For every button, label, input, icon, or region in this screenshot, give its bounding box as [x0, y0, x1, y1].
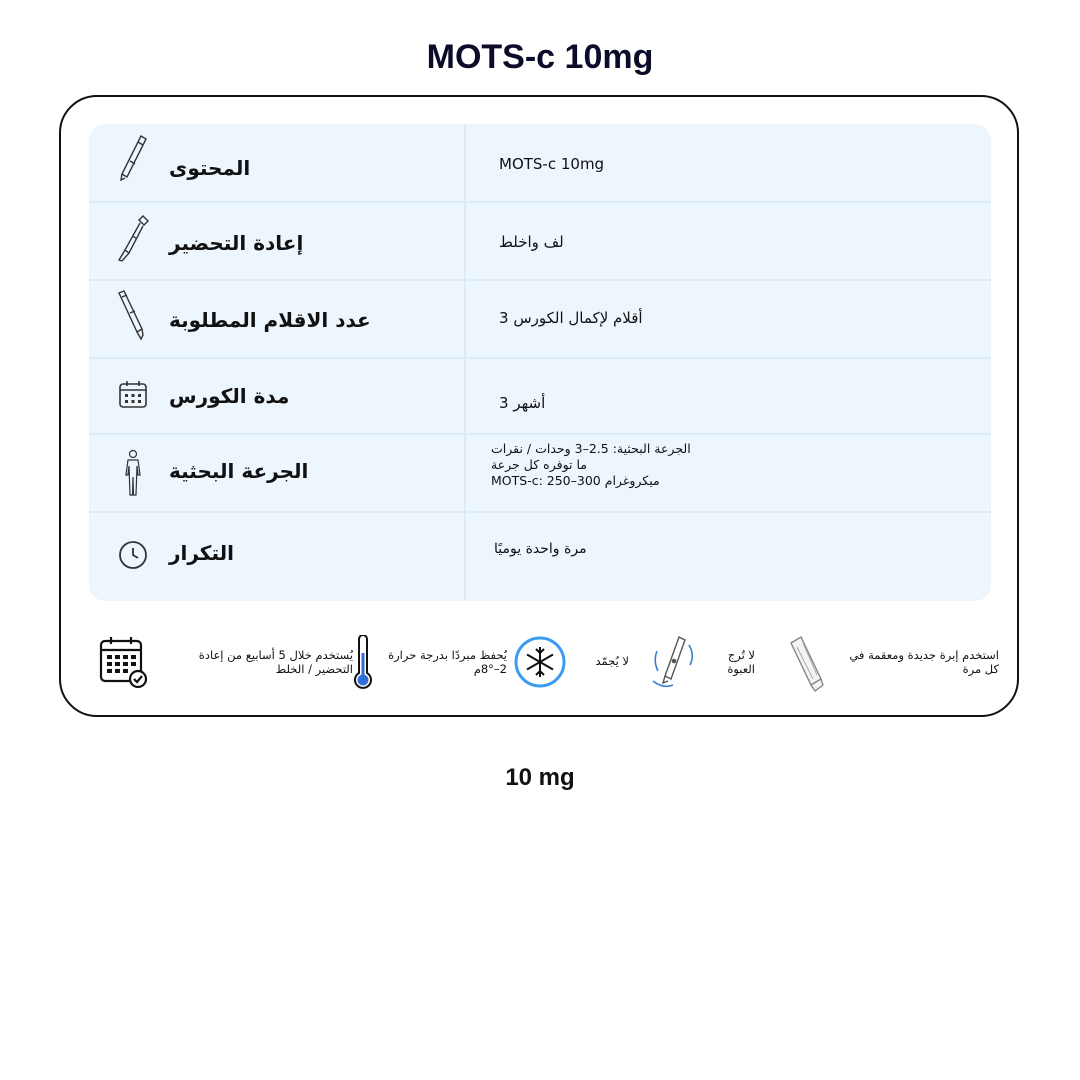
- row-value: [491, 441, 691, 489]
- table-row: [89, 281, 991, 359]
- thermometer-icon: [351, 635, 375, 695]
- dose-line: ما توفره كل جرعة: [491, 457, 587, 472]
- no-shake-pen-icon: [649, 631, 697, 695]
- info-table: [89, 124, 991, 601]
- clock-icon: [113, 535, 153, 575]
- footer-item: [99, 627, 353, 697]
- footer-item: [649, 627, 759, 697]
- dose-line: الجرعة البحثية: 2.5–3 وحدات / نقرات: [491, 441, 691, 456]
- footer-item: [787, 627, 1002, 697]
- row-label: المحتوى: [169, 156, 251, 180]
- pen-icon: [113, 138, 153, 178]
- row-label: مدة الكورس: [169, 384, 290, 408]
- calendar-check-icon: [99, 635, 149, 693]
- footer-text: يُحفظ مبردًا بدرجة حرارة 2–8°م: [388, 648, 507, 676]
- calendar-icon: [113, 375, 153, 415]
- footer-item: [513, 627, 633, 697]
- table-row: [89, 359, 991, 435]
- table-row: [89, 513, 991, 601]
- dropper-icon: [113, 219, 153, 259]
- row-value: مرة واحدة يوميًا: [494, 541, 587, 557]
- table-row: [89, 435, 991, 513]
- row-value: أقلام لإكمال الكورس 3: [499, 309, 643, 327]
- bottom-dosage-label: 10 mg: [505, 764, 575, 791]
- page-title: MOTS-c 10mg: [426, 38, 654, 76]
- table-row: [89, 124, 991, 202]
- footer-text: لا يُجمّد: [595, 654, 629, 668]
- row-value: MOTS-c 10mg: [499, 155, 605, 173]
- row-label: التكرار: [169, 541, 234, 565]
- footer-text: لا تُرج العبوة: [727, 648, 755, 676]
- table-row: [89, 203, 991, 281]
- dose-line: ميكروغرام MOTS-c: 250–300: [491, 473, 660, 488]
- snowflake-icon: [513, 635, 567, 693]
- row-value: لف واخلط: [499, 233, 564, 251]
- needle-cap-icon: [787, 633, 829, 697]
- row-label: الجرعة البحثية: [169, 459, 309, 483]
- footer-text: يُستخدم خلال 5 أسابيع من إعادة التحضير / الخلط: [198, 648, 353, 676]
- footer-item: [351, 627, 511, 697]
- pen-icon: [113, 295, 153, 335]
- row-label: إعادة التحضير: [169, 231, 304, 255]
- footer-text: استخدم إبرة جديدة ومعقمة في كل مرة: [849, 648, 999, 676]
- row-value: أشهر 3: [499, 394, 546, 412]
- human-body-icon: [113, 449, 153, 497]
- product-info-card: [59, 95, 1019, 717]
- row-label: عدد الاقلام المطلوبة: [169, 308, 371, 332]
